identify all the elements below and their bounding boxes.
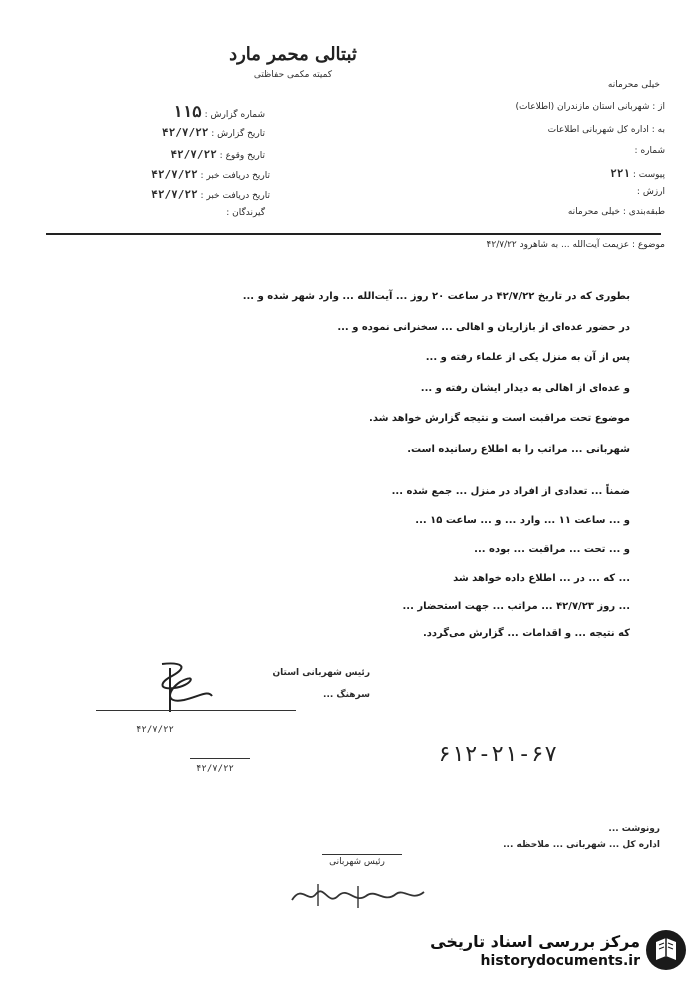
report-number-field: شماره گزارش : ۱۱۵ bbox=[172, 102, 265, 121]
bottom-handwritten-signature bbox=[288, 878, 428, 912]
field-label: طبقه‌بندی bbox=[628, 207, 665, 217]
bottom-rule bbox=[322, 854, 402, 855]
field-label: شماره bbox=[640, 146, 665, 156]
body-line: و عده‌ای از اهالی به دیدار ایشان رفته و ... bbox=[420, 383, 630, 394]
from-field: از : شهربانی استان مازندران (اطلاعات) bbox=[515, 102, 665, 112]
body-line: در حضور عده‌ای از بازاریان و اهالی ... سخنرانی نموده و ... bbox=[337, 322, 630, 333]
value-field: ارزش : bbox=[636, 187, 665, 197]
watermark-footer bbox=[400, 922, 696, 992]
document-header-title: ثبتالی محمر مارد bbox=[229, 44, 357, 65]
field-label: تاریخ گزارش bbox=[217, 129, 265, 139]
field-label: ارزش bbox=[642, 187, 665, 197]
header-divider bbox=[46, 233, 661, 235]
field-value: ۴۲/۷/۲۲ bbox=[151, 168, 198, 181]
bottom-copy-line-2: اداره کل ... شهربانی ... ملاحظه ... bbox=[503, 840, 660, 850]
field-label: تاریخ دریافت خبر bbox=[206, 171, 270, 181]
number-field: شماره : bbox=[634, 146, 665, 156]
field-value: اداره کل شهربانی اطلاعات bbox=[547, 125, 649, 135]
body-line: شهربانی ... مراتب را به اطلاع رسانیده است. bbox=[407, 444, 630, 455]
date-rule bbox=[190, 758, 250, 759]
body-line: ضمناً ... تعدادی از افراد در منزل ... جمع شده ... bbox=[391, 486, 630, 497]
classification-field: طبقه‌بندی : خیلی محرمانه bbox=[567, 207, 665, 217]
body-line: ... روز ۴۲/۷/۲۳ ... مراتب ... جهت استحضار ... bbox=[402, 601, 630, 612]
field-value: شهربانی استان مازندران (اطلاعات) bbox=[515, 102, 650, 112]
watermark-url: historydocuments.ir bbox=[480, 953, 640, 969]
receipt-date-field-2: تاریخ دریافت خبر : ۴۲/۷/۲۲ bbox=[151, 188, 270, 201]
signoff-rule bbox=[96, 710, 296, 711]
field-label: شماره گزارش bbox=[210, 110, 265, 120]
body-line: بطوری که در تاریخ ۴۲/۷/۲۲ در ساعت ۲۰ روز ... آیت‌الله ... وارد شهر شده و ... bbox=[242, 291, 630, 302]
field-value: ۱۱۵ bbox=[172, 102, 202, 121]
body-line: و ... تحت ... مراقبت ... بوده ... bbox=[474, 544, 630, 555]
field-value: ۴۲/۷/۲۲ bbox=[151, 188, 198, 201]
watermark-name: مرکز بررسی اسناد تاریخی bbox=[430, 932, 640, 951]
field-label: به bbox=[657, 125, 665, 135]
field-value: ۴۲/۷/۲۲ bbox=[162, 126, 209, 139]
subject-line: موضوع : عزیمت آیت‌الله ... به شاهرود ۴۲/۷/۲۲ bbox=[486, 240, 665, 250]
recipients-field: گیرندگان : bbox=[226, 208, 265, 218]
field-label: گیرندگان bbox=[232, 208, 265, 218]
document-header-subtitle: کمیته مکمی حفاظتی bbox=[253, 70, 333, 80]
occurrence-date-field: تاریخ وقوع : ۴۲/۷/۲۲ bbox=[170, 148, 265, 161]
field-value: ۴۲/۷/۲۲ bbox=[170, 148, 217, 161]
body-line: که نتیجه ... و اقدامات ... گزارش می‌گردد. bbox=[422, 628, 630, 639]
report-date-field: تاریخ گزارش : ۴۲/۷/۲۲ bbox=[162, 126, 265, 139]
to-field: به : اداره کل شهربانی اطلاعات bbox=[547, 125, 665, 135]
signoff-date: ۴۲/۷/۲۲ bbox=[136, 725, 174, 735]
classification-heading: خیلی محرمانه bbox=[607, 80, 660, 90]
field-label: از bbox=[658, 102, 665, 112]
field-label: تاریخ دریافت خبر bbox=[206, 191, 270, 201]
body-line: پس از آن به منزل یکی از علماء رفته و ... bbox=[425, 352, 630, 363]
body-line: و ... ساعت ۱۱ ... وارد ... و ... ساعت ۱۵ ... bbox=[415, 515, 630, 526]
field-value: خیلی محرمانه bbox=[567, 207, 620, 217]
archive-logo-icon bbox=[642, 926, 690, 974]
signoff-title: رئیس شهربانی استان bbox=[272, 668, 370, 678]
field-label: پیوست bbox=[638, 170, 665, 180]
field-label: تاریخ وقوع bbox=[225, 151, 265, 161]
attachment-field: پیوست : ۲۲۱ bbox=[610, 167, 665, 180]
bottom-copy-line-1: رونوشت ... bbox=[608, 824, 660, 834]
receipt-date-field: تاریخ دریافت خبر : ۴۲/۷/۲۲ bbox=[151, 168, 270, 181]
body-line: موضوع تحت مراقبت است و نتیجه گزارش خواهد شد. bbox=[369, 413, 630, 424]
body-line: ... که ... در ... اطلاع داده خواهد شد bbox=[453, 573, 630, 584]
watermark-text bbox=[430, 932, 640, 969]
archive-code: ۶۱۲-۲۱-۶۷ bbox=[438, 742, 558, 767]
signoff-date-2: ۴۲/۷/۲۲ bbox=[196, 764, 234, 774]
field-value: ۲۲۱ bbox=[610, 167, 630, 180]
signoff-name: سرهنگ ... bbox=[323, 690, 370, 700]
bottom-sign-label: رئیس شهربانی bbox=[329, 857, 385, 867]
